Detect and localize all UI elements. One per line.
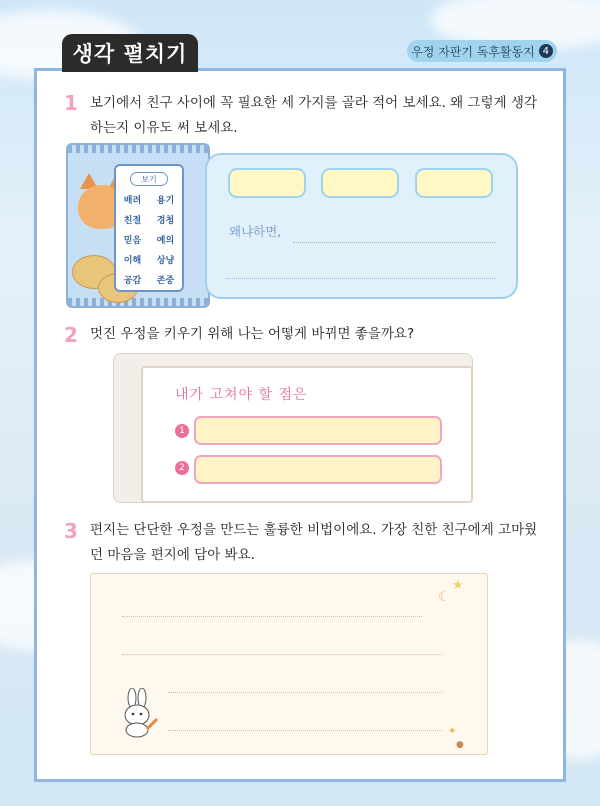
example-word: 존중 (156, 276, 175, 286)
because-label: 왜냐하면, (229, 224, 282, 239)
page-title: 생각 펼치기 (62, 34, 198, 72)
leaf-icon: ● (456, 740, 464, 750)
question-text-line: 하는지 이유도 써 보세요. (90, 120, 238, 136)
rabbit-icon (118, 688, 158, 738)
answer-box-2[interactable] (321, 168, 399, 198)
question-text-line: 보기에서 친구 사이에 꼭 필요한 세 가지를 골라 적어 보세요. 왜 그렇게 생각 (90, 95, 538, 111)
example-word: 예의 (156, 236, 175, 246)
letter-line[interactable] (122, 654, 442, 655)
letter-line[interactable] (168, 692, 442, 693)
example-word: 배려 (123, 196, 142, 206)
item-number: 2 (175, 461, 189, 475)
badge-text: 우정 자판기 독후활동지 (411, 44, 535, 59)
example-word: 친절 (123, 216, 142, 226)
star-icon: ★ (452, 578, 464, 593)
question-text (90, 91, 550, 141)
example-word-card (114, 164, 184, 292)
question-text-line: 편지는 단단한 우정을 만드는 훌륭한 비법이에요. 가장 친한 친구에게 고마웠 (90, 522, 538, 538)
moon-icon: ☾ (438, 590, 450, 605)
question-text: 멋진 우정을 키우기 위해 나는 어떻게 바뀌면 좋을까요? (90, 326, 415, 342)
fix-answer-box-1[interactable] (194, 416, 442, 445)
example-word: 상냥 (156, 256, 175, 266)
question-text-line: 던 마음을 편지에 담아 봐요. (90, 547, 255, 563)
example-word: 경청 (156, 216, 175, 226)
letter-line[interactable] (168, 730, 442, 731)
badge-number: 4 (539, 44, 553, 58)
example-word: 공감 (123, 276, 142, 286)
example-word: 용기 (156, 196, 175, 206)
question-number: 3 (64, 519, 78, 543)
example-label: 보기 (130, 172, 168, 186)
sparkle-icon: ✦ (448, 726, 457, 737)
fix-answer-box-2[interactable] (194, 455, 442, 484)
answer-box-3[interactable] (415, 168, 493, 198)
question-number: 1 (64, 91, 78, 115)
reason-line[interactable] (226, 278, 495, 279)
example-word: 이해 (123, 256, 142, 266)
item-number: 1 (175, 424, 189, 438)
reason-line[interactable] (293, 242, 495, 243)
letter-line[interactable] (122, 616, 422, 617)
question-text (90, 518, 550, 568)
answer-box-1[interactable] (228, 168, 306, 198)
activity-badge (407, 40, 557, 62)
question-number: 2 (64, 323, 78, 347)
example-word: 믿음 (123, 236, 142, 246)
fix-label: 내가 고쳐야 할 점은 (175, 387, 308, 403)
